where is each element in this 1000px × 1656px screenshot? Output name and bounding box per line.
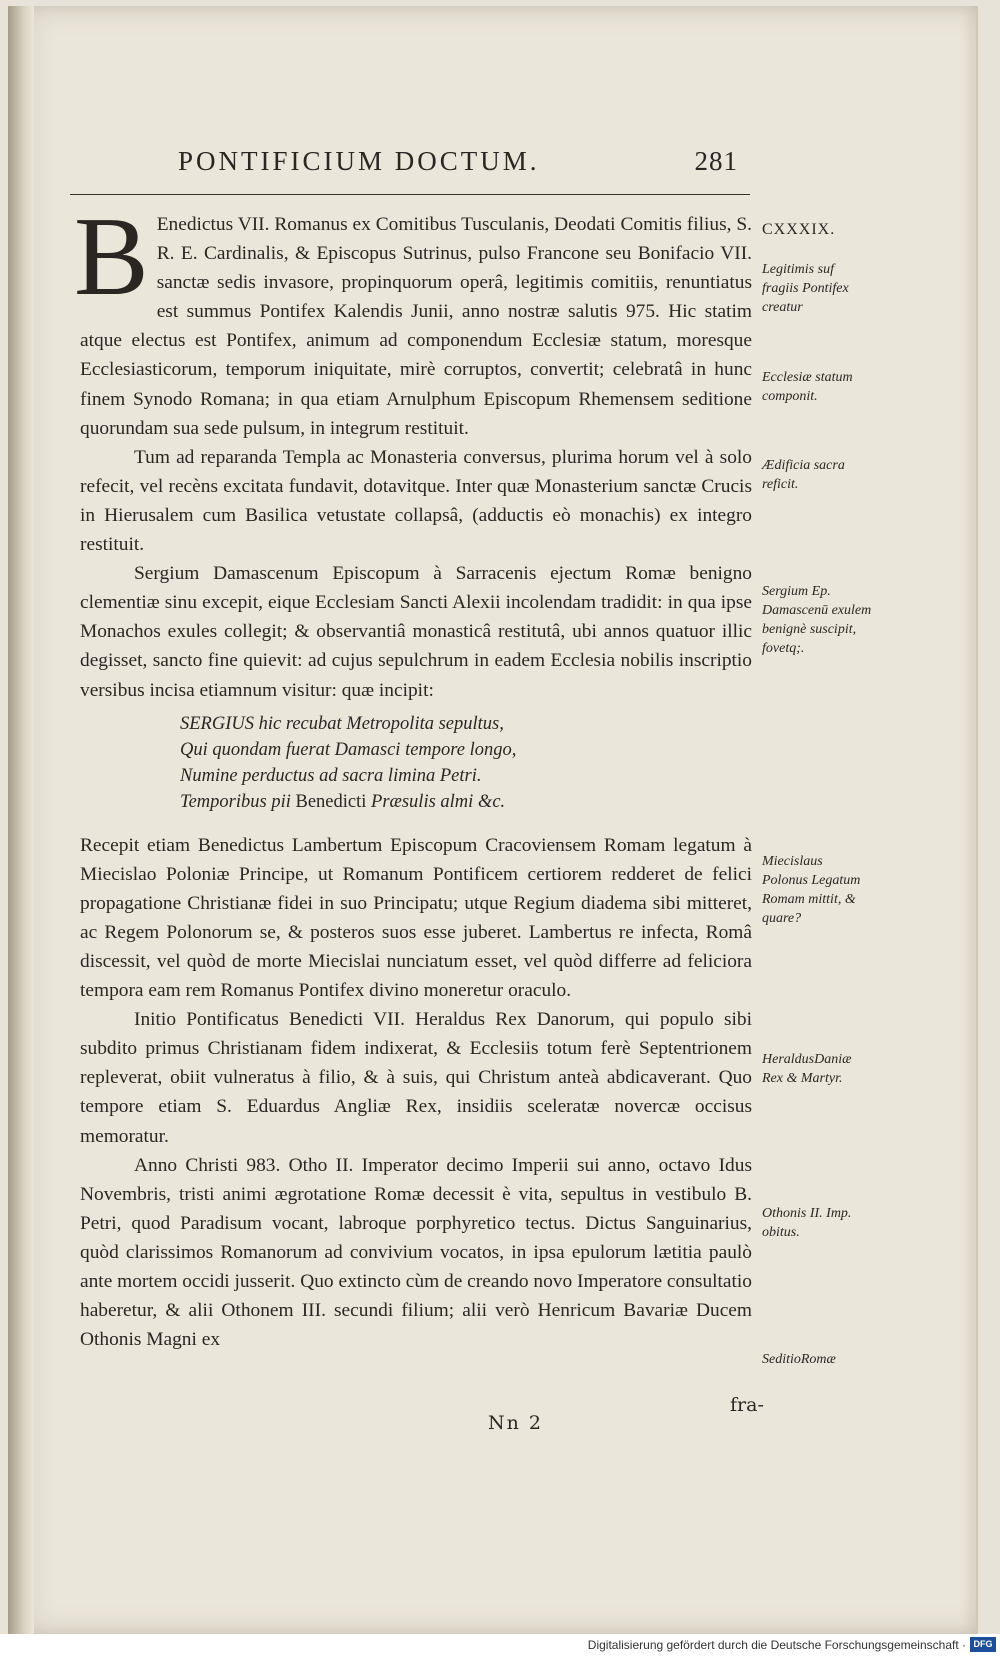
verse-line-3: Numine perductus ad sacra limina Petri. <box>180 765 482 786</box>
main-text <box>74 195 752 1354</box>
paragraph-1-text: Enedictus VII. Romanus ex Comitibus Tusculanis, Deodati Comitis filius, S. R. E. Cardinalis, & Episcopus Sutrinus, pulso Francone seu Bonifacio VII. sanctæ sedis invasore, propinquorum operâ, legitimis comitiis, renuntiatus est summus Pontifex Kalendis Junii, anno nostræ salutis 975. Hic statim atque electus est Pontifex, animum ad componendum Ecclesiæ statum, moresque Ecclesiasticorum, temporum iniquitate, mirè corruptos, convertit; celebratâ in hunc finem Synodo Romana; in qua etiam Arnulphum Episcopum Rhemensem seditione quorundam sua sede pulsum, in integrum restituit. <box>80 214 752 439</box>
running-title: PONTIFICIUM DOCTUM. <box>178 146 540 176</box>
verse-line-4 <box>180 789 752 815</box>
paragraph-2: Tum ad reparanda Templa ac Monasteria conversus, plurima horum vel à solo refecit, vel recèns excitata fundavit, dotavitque. Inter quæ Monasterium sanctæ Crucis in Hierusalem cum Basilica vetustate collapsâ, (adductis eò monachis) ex integro restituit. <box>80 446 752 556</box>
catchword: fra- <box>730 1394 764 1416</box>
marginal-note-4: Ædificia sacra reficit. <box>762 458 845 492</box>
funding-text: Digitalisierung gefördert durch die Deutsche Forschungsgemeinschaft · <box>587 1638 966 1652</box>
verse-line-1: SERGIUS hic recubat Metropolita sepultus, <box>180 713 504 734</box>
header-rule <box>70 194 750 195</box>
marginal-note-3: Ecclesiæ statum componit. <box>762 370 853 404</box>
paragraph-4: Recepit etiam Benedictus Lambertum Episcopum Cracoviensem Romam legatum à Miecislao Poloniæ Principe, ut Romanum Pontificem certiorem redderet de felici propagatione Christianæ fidei in suo Principatu; utque Regium diadema sibi mitteret, ac Regem Polonorum se, & posteros suos esse juberet. Lambertus re infecta, Româ discessit, vel quòd de morte Miecislai nunciatum esset, vel quòd differre ad feliciora tempora eam rem Romanus Pontifex divino moneretur oraculo. <box>80 834 752 1002</box>
funding-banner <box>0 1634 1000 1656</box>
spacer <box>80 821 752 831</box>
page-gutter <box>8 6 34 1634</box>
paragraph-6: Anno Christi 983. Otho II. Imperator decimo Imperii sui anno, octavo Idus Novembris, tristi animi ægrotatione Romæ decessit è vita, sepultus in vestibulo B. Petri, quod Paradisum vocant, labroque porphyretico tectus. Dictus Sanguinarius, quòd clarissimos Romanorum ad convivium vocatos, in ipsa epulorum lætitia paulò ante mortem occidi jusserit. Quo extincto cùm de creando novo Imperatore consultatio haberetur, & alii Othonem III. secundi filium; alii verò Henricum Bavariæ Ducem Othonis Magni ex <box>80 1154 752 1351</box>
signature-mark: Nn 2 <box>488 1412 543 1434</box>
paragraph-1 <box>74 195 752 443</box>
paragraph-5: Initio Pontificatus Benedicti VII. Heraldus Rex Danorum, qui populo sibi subdito primus Christianam fidem indixerat, & Ecclesiis totum ferè Septentrionem repleverat, obiit vulneratus à filio, & à suis, qui Christum anteà abdicaverant. Quo tempore etiam S. Eduardus Angliæ Rex, insidiis sceleratæ novercæ occisus memoratur. <box>80 1009 752 1147</box>
marginal-note-roman-numeral: CXXXIX. <box>762 221 836 238</box>
marginal-note-9: SeditioRomæ <box>762 1352 836 1367</box>
page-number: 281 <box>694 146 738 176</box>
marginal-note-6: Miecislaus Polonus Legatum Romam mittit, & quare? <box>762 854 861 926</box>
dfg-logo: DFG <box>970 1637 996 1652</box>
running-header <box>178 146 738 186</box>
inscription-verse <box>180 711 752 815</box>
marginal-note-8: Othonis II. Imp. obitus. <box>762 1206 852 1240</box>
verse-line-4a: Temporibus pii <box>180 791 291 812</box>
verse-line-4c: Præsulis almi &c. <box>371 791 506 812</box>
book-page <box>8 6 978 1634</box>
drop-capital: B <box>74 195 149 319</box>
verse-line-4b: Benedicti <box>295 791 367 812</box>
verse-line-2: Qui quondam fuerat Damasci tempore longo, <box>180 739 517 760</box>
marginal-note-2: Legitimis suf fragiis Pontifex creatur <box>762 262 849 315</box>
paragraph-3: Sergium Damascenum Episcopum à Sarracenis ejectum Romæ benigno clementiæ sinu excepit, eique Ecclesiam Sancti Alexii incolendam tradidit: in qua ipse Monachos exules collegit; & observantiâ monasticâ restitutâ, ubi annos quatuor illic degisset, sancto fine quievit: ad cujus sepulchrum in eadem Ecclesia nobilis inscriptio versibus incisa etiamnum visitur: quæ incipit: <box>80 563 752 701</box>
marginal-note-5: Sergium Ep. Damascenū exulem benignè suscipit, fovetq;. <box>762 584 872 656</box>
marginal-note-7: HeraldusDaniæ Rex & Martyr. <box>762 1052 852 1086</box>
